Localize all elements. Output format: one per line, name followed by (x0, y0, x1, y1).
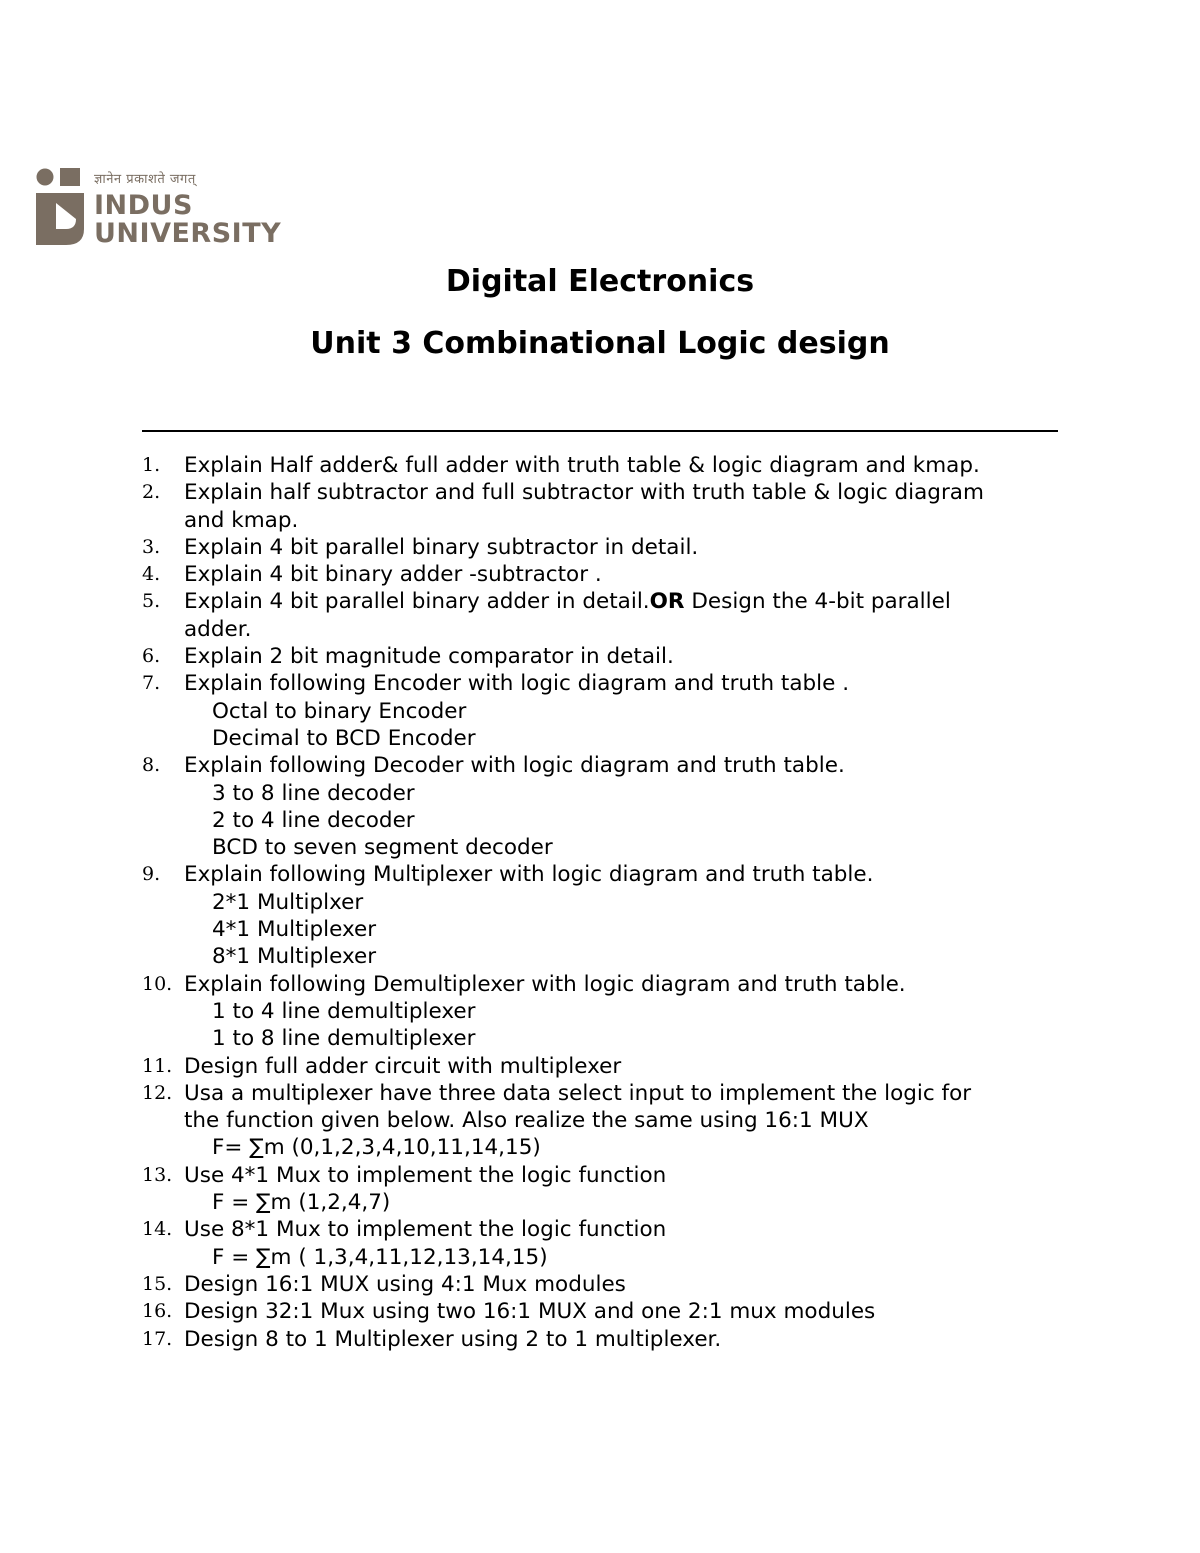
question-number: 14. (142, 1218, 173, 1241)
question-number: 6. (142, 645, 161, 668)
question-item (142, 1080, 1072, 1162)
question-item (142, 643, 1072, 670)
question-item (142, 971, 1072, 1053)
question-text: Explain half subtractor and full subtractor with truth table & logic diagram (184, 480, 984, 506)
question-number: 15. (142, 1272, 173, 1295)
question-subitem: 3 to 8 line decoder (212, 780, 415, 806)
question-formula: F = ∑m ( 1,3,4,11,12,13,14,15) (212, 1244, 548, 1270)
university-logo (36, 163, 308, 249)
university-emblem-icon (36, 163, 88, 247)
question-text: Explain following Encoder with logic diagram and truth table . (184, 671, 850, 697)
question-text: Design full adder circuit with multiplexer (184, 1053, 622, 1079)
question-item (142, 1326, 1072, 1353)
page-subtitle: Unit 3 Combinational Logic design (310, 326, 890, 361)
question-subitem: 2*1 Multiplxer (212, 889, 364, 915)
question-item (142, 1271, 1072, 1298)
question-subitem: 1 to 8 line demultiplexer (212, 1026, 476, 1052)
question-item (142, 561, 1072, 588)
question-item (142, 588, 1072, 643)
question-text: adder. (184, 616, 252, 642)
question-subitem: 8*1 Multiplexer (212, 944, 377, 970)
question-formula: F = ∑m (1,2,4,7) (212, 1190, 391, 1216)
logo-name-line1: INDUS (94, 190, 193, 221)
question-number: 10. (142, 972, 173, 995)
question-text: Explain 2 bit magnitude comparator in detail. (184, 644, 674, 670)
question-number: 8. (142, 754, 161, 777)
question-item (142, 452, 1072, 479)
question-text-part: Explain 4 bit parallel binary adder in detail. (184, 589, 650, 615)
question-subitem: Octal to binary Encoder (212, 698, 467, 724)
question-item (142, 1053, 1072, 1080)
question-text: Explain 4 bit parallel binary subtractor in detail. (184, 534, 699, 560)
logo-tagline: ज्ञानेन प्रकाशते जगत् (94, 172, 196, 187)
question-text (184, 588, 1072, 615)
logo-name-line2: UNIVERSITY (94, 218, 282, 249)
question-text: Usa a multiplexer have three data select input to implement the logic for (184, 1080, 972, 1106)
question-text: and kmap. (184, 507, 299, 533)
question-text: Explain following Multiplexer with logic diagram and truth table. (184, 862, 874, 888)
question-number: 16. (142, 1300, 173, 1323)
question-item (142, 861, 1072, 970)
question-number: 11. (142, 1054, 173, 1077)
question-item (142, 1298, 1072, 1325)
question-subitem: 2 to 4 line decoder (212, 807, 415, 833)
question-subitem: 4*1 Multiplexer (212, 917, 377, 943)
question-item (142, 479, 1072, 534)
question-item (142, 670, 1072, 752)
question-subitem: Decimal to BCD Encoder (212, 725, 476, 751)
question-text: Explain following Decoder with logic diagram and truth table. (184, 753, 845, 779)
question-number: 7. (142, 672, 161, 695)
question-number: 12. (142, 1081, 173, 1104)
question-number: 13. (142, 1163, 173, 1186)
question-item (142, 1216, 1072, 1271)
question-number: 9. (142, 863, 161, 886)
question-number: 17. (142, 1327, 173, 1350)
question-item (142, 752, 1072, 861)
question-item (142, 1162, 1072, 1217)
question-subitem: 1 to 4 line demultiplexer (212, 998, 476, 1024)
question-text-part: Design the 4-bit parallel (684, 589, 951, 615)
question-text: Explain following Demultiplexer with logic diagram and truth table. (184, 971, 906, 997)
question-subitem: BCD to seven segment decoder (212, 835, 553, 861)
question-text: Use 4*1 Mux to implement the logic function (184, 1162, 667, 1188)
question-text: Design 32:1 Mux using two 16:1 MUX and one 2:1 mux modules (184, 1299, 876, 1325)
question-text: Use 8*1 Mux to implement the logic function (184, 1217, 667, 1243)
question-text: Design 8 to 1 Multiplexer using 2 to 1 multiplexer. (184, 1326, 722, 1352)
question-formula: F= ∑m (0,1,2,3,4,10,11,14,15) (212, 1135, 541, 1161)
question-list (142, 452, 1072, 1353)
question-text: the function given below. Also realize the same using 16:1 MUX (184, 1108, 869, 1134)
or-keyword: OR (649, 589, 685, 615)
question-text: Explain 4 bit binary adder -subtractor . (184, 562, 602, 588)
page-title: Digital Electronics (445, 264, 755, 299)
question-number: 5. (142, 590, 161, 613)
question-text: Explain Half adder& full adder with truth table & logic diagram and kmap. (184, 453, 980, 478)
question-text: Design 16:1 MUX using 4:1 Mux modules (184, 1271, 626, 1297)
question-number: 1. (142, 454, 161, 476)
header-divider (142, 430, 1058, 432)
question-number: 2. (142, 481, 161, 504)
question-number: 3. (142, 535, 161, 558)
question-item (142, 534, 1072, 561)
question-number: 4. (142, 563, 161, 586)
